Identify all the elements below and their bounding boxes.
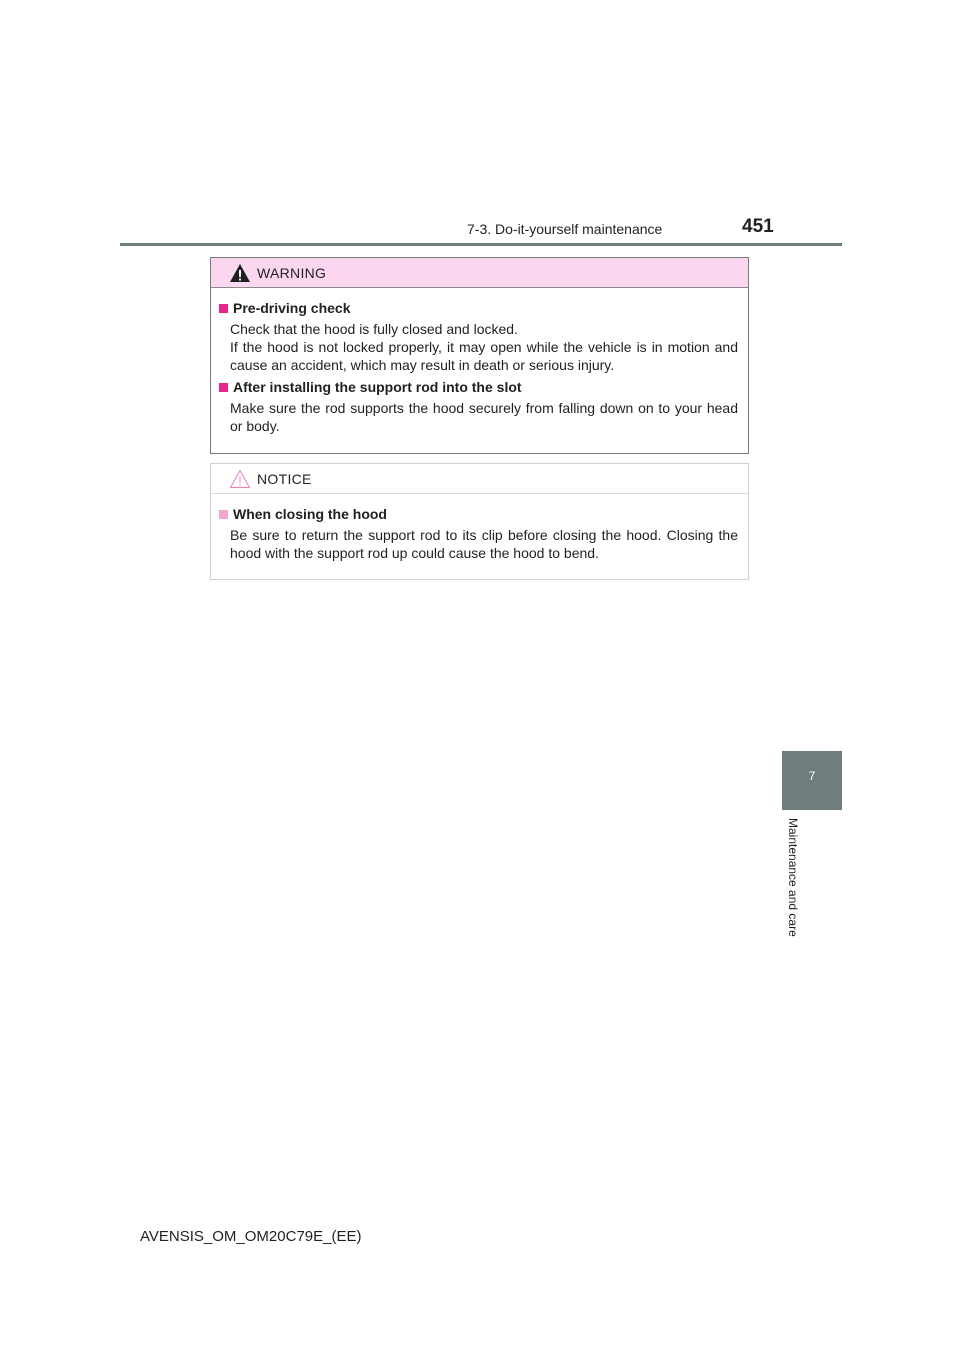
warning-item-text: Make sure the rod supports the hood securely from falling down on to your head or body. <box>230 400 738 434</box>
bullet-square-icon <box>219 510 228 519</box>
notice-item <box>219 505 738 562</box>
notice-box <box>210 463 749 580</box>
notice-header <box>211 464 748 494</box>
bullet-square-icon <box>219 383 228 392</box>
notice-item-title: When closing the hood <box>233 506 387 522</box>
warning-item <box>219 299 738 374</box>
notice-item-text: Be sure to return the support rod to its clip before closing the hood. Closing the hood with the support rod up could cause the hood to bend. <box>230 527 738 561</box>
notice-body <box>211 494 748 562</box>
notice-label: NOTICE <box>257 470 312 487</box>
warning-body <box>211 288 748 435</box>
chapter-number: 7 <box>808 769 816 783</box>
document-code: AVENSIS_OM_OM20C79E_(EE) <box>140 1228 362 1245</box>
warning-triangle-icon <box>229 263 251 283</box>
chapter-label <box>786 818 802 968</box>
chapter-label-text: Maintenance and care <box>786 818 800 937</box>
header-divider <box>120 243 842 246</box>
warning-box <box>210 257 749 454</box>
warning-item-title: After installing the support rod into the slot <box>233 379 522 395</box>
warning-header <box>211 258 748 288</box>
chapter-tab <box>782 751 842 810</box>
bullet-square-icon <box>219 304 228 313</box>
warning-item-title: Pre-driving check <box>233 300 351 316</box>
warning-label: WARNING <box>257 264 327 281</box>
page-number: 451 <box>742 216 774 237</box>
warning-item-text <box>219 320 738 374</box>
section-title: 7-3. Do-it-yourself maintenance <box>467 221 663 237</box>
warning-item <box>219 378 738 435</box>
warning-item-text-line: Check that the hood is fully closed and locked. If the hood is not locked properly, it may open while the vehicle is in motion and cause an accident, which may result in death or serious injury. <box>230 321 738 373</box>
notice-triangle-icon <box>229 469 251 489</box>
